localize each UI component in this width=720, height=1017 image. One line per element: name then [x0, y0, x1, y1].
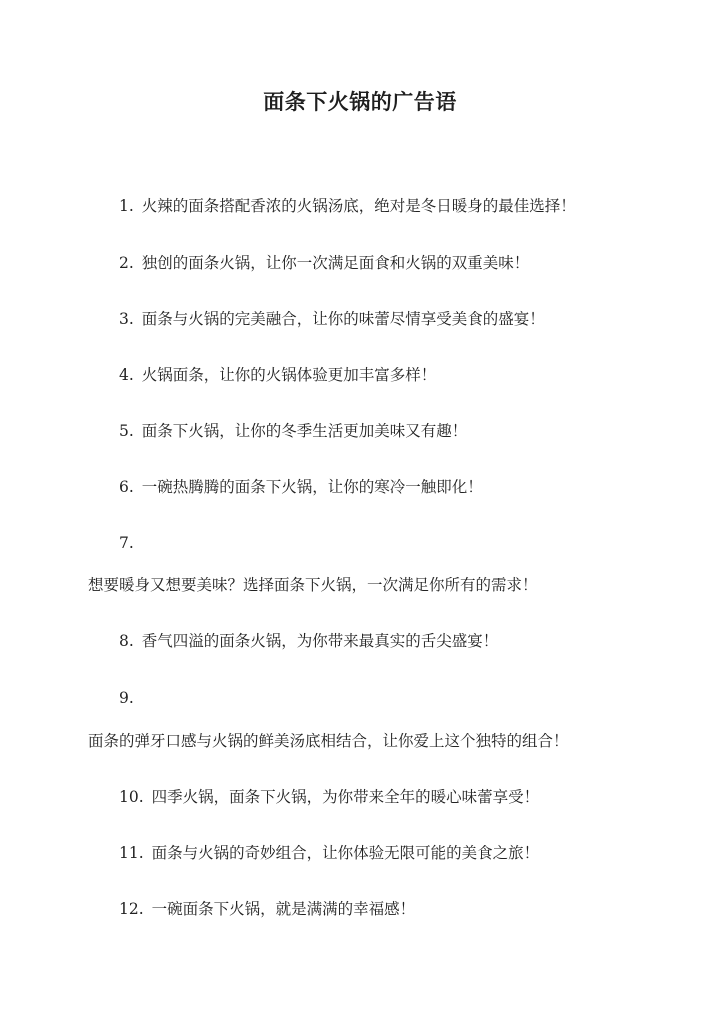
list-item-number-only	[119, 533, 142, 553]
item-number: 1.	[119, 197, 134, 215]
item-number: 5.	[119, 422, 134, 440]
item-number: 2.	[119, 254, 134, 272]
list-item	[119, 843, 539, 863]
list-item-wrapped-text	[88, 575, 538, 595]
item-text: 面条下火锅，让你的冬季生活更加美味又有趣！	[141, 422, 468, 440]
item-number: 11.	[119, 844, 144, 862]
item-text: 四季火锅，面条下火锅，为你带来全年的暖心味蕾享受！	[151, 788, 540, 806]
list-item	[119, 787, 539, 807]
list-item	[119, 899, 415, 919]
item-text: 独创的面条火锅，让你一次满足面食和火锅的双重美味！	[141, 254, 530, 272]
item-number: 10.	[119, 788, 144, 806]
list-item-number-only	[119, 688, 142, 708]
list-item-wrapped-text	[88, 731, 569, 751]
list-item	[119, 365, 436, 385]
list-item	[119, 309, 545, 329]
list-item	[119, 421, 467, 441]
item-text: 香气四溢的面条火锅，为你带来最真实的舌尖盛宴！	[141, 632, 499, 650]
document-title: 面条下火锅的广告语	[263, 89, 457, 114]
item-number: 9.	[119, 689, 134, 707]
item-text: 面条与火锅的奇妙组合，让你体验无限可能的美食之旅！	[151, 844, 540, 862]
item-number: 12.	[119, 900, 144, 918]
list-item	[119, 631, 498, 651]
list-item	[119, 253, 529, 273]
item-number: 4.	[119, 366, 134, 384]
item-text: 火锅面条，让你的火锅体验更加丰富多样！	[141, 366, 437, 384]
item-text: 火辣的面条搭配香浓的火锅汤底，绝对是冬日暖身的最佳选择！	[141, 197, 576, 215]
item-number: 6.	[119, 478, 134, 496]
item-number: 8.	[119, 632, 134, 650]
item-text: 一碗热腾腾的面条下火锅，让你的寒冷一触即化！	[141, 478, 483, 496]
list-item	[119, 196, 576, 216]
item-number: 7.	[119, 534, 134, 552]
item-text: 面条与火锅的完美融合，让你的味蕾尽情享受美食的盛宴！	[141, 310, 545, 328]
item-text: 想要暖身又想要美味？选择面条下火锅，一次满足你所有的需求！	[88, 576, 538, 594]
item-text: 面条的弹牙口感与火锅的鲜美汤底相结合，让你爱上这个独特的组合！	[88, 732, 569, 750]
item-text: 一碗面条下火锅，就是满满的幸福感！	[151, 900, 416, 918]
list-item	[119, 477, 483, 497]
item-number: 3.	[119, 310, 134, 328]
